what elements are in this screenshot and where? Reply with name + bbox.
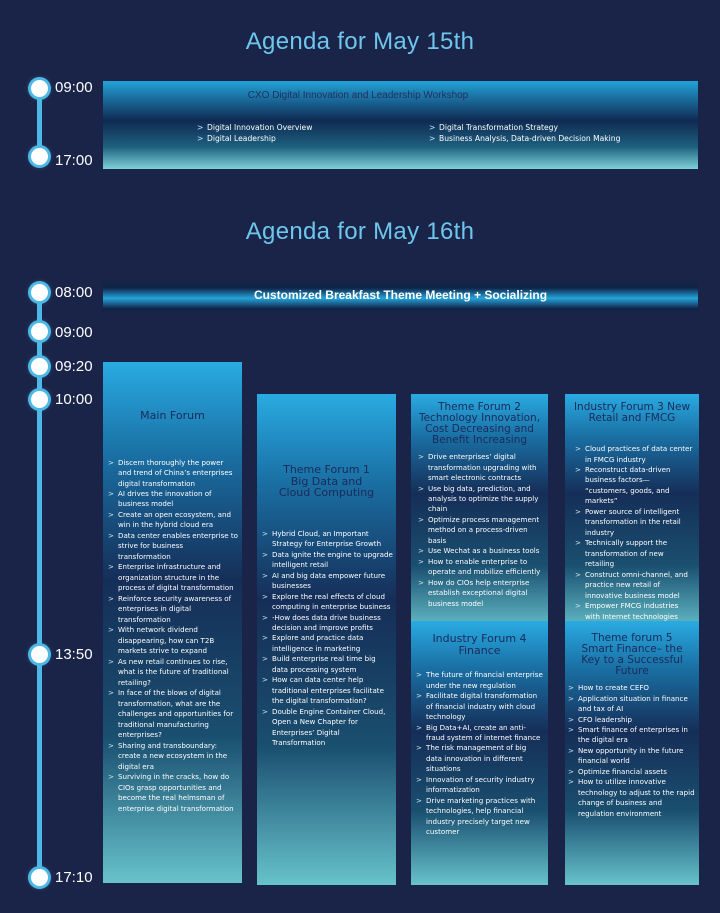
timeline-dot (31, 148, 48, 165)
list-item: > In face of the blows of digital transformation, what are the challenges and opportunities for traditional manufacturing enterprises? (108, 688, 238, 740)
card-title: Industry Forum 4 Finance (432, 632, 527, 657)
list-item: > Empower FMCG industries with Internet technologies (575, 601, 695, 622)
list-item: > How do CIOs help enterprise establish exceptional digital business model (418, 578, 544, 609)
card-title: Theme Forum 1 Big Data and Cloud Computing (278, 463, 375, 500)
card-title: Main Forum (140, 409, 205, 422)
list-item: > Explore the real effects of cloud computing in enterprise business (262, 592, 393, 613)
card-title: Industry Forum 3 New Retail and FMCG (573, 401, 691, 425)
list-item: > Drive marketing practices with technologies, help financial industry precisely target new customer (416, 796, 544, 838)
timeline-dot (31, 391, 48, 408)
theme-forum-5-card (565, 621, 699, 885)
list-item: > Explore and practice data intelligence in marketing (262, 633, 393, 654)
theme-forum-2-list (418, 452, 544, 609)
list-item: > Data ignite the engine to upgrade intelligent retail (262, 550, 393, 571)
breakfast-panel (103, 279, 698, 314)
list-item: > Build enterprise real time big data processing system (262, 654, 393, 675)
workshop-list-left (197, 122, 397, 144)
theme-forum-1-list (262, 529, 393, 749)
industry-forum-4-list (416, 670, 544, 838)
list-item: > Innovation of security industry informatization (416, 775, 544, 796)
list-item: > Create an open ecosystem, and win in the hybrid cloud era (108, 510, 238, 531)
list-item: > CFO leadership (568, 715, 695, 725)
workshop-title: CXO Digital Innovation and Leadership Workshop (247, 90, 469, 101)
workshop-list-right (429, 122, 689, 144)
breakfast-title: Customized Breakfast Theme Meeting + Socializing (253, 288, 548, 302)
day1-heading: Agenda for May 15th (245, 28, 475, 55)
list-item: > How to utilize innovative technology to adjust to the rapid change of business and regulation environment (568, 777, 695, 819)
card-title: Theme Forum 2 Technology Innovation, Cost Decreasing and Benefit Increasing (418, 401, 541, 447)
list-item: > Application situation in finance and tax of AI (568, 694, 695, 715)
timeline-dot (31, 646, 48, 663)
list-item: > With network dividend disappearing, how can T2B markets strive to expand (108, 625, 238, 656)
theme-forum-1-card (257, 394, 396, 885)
industry-forum-4-card (411, 621, 548, 885)
list-item: > Data center enables enterprise to strive for business transformation (108, 531, 238, 562)
list-item: > Business Analysis, Data-driven Decision Making (429, 133, 689, 144)
time-label: 13:50 (55, 646, 93, 663)
list-item: > Digital Innovation Overview (197, 122, 397, 133)
industry-forum-3-list (575, 444, 695, 622)
list-item: > Double Engine Container Cloud, Open a New Chapter for Enterprises’ Digital Transformation (262, 707, 393, 749)
main-forum-list (108, 458, 238, 814)
list-item: > Hybrid Cloud, an Important Strategy for Enterprise Growth (262, 529, 393, 550)
list-item: > How to enable enterprise to operate and mobilize efficiently (418, 557, 544, 578)
list-item: > Enterprise infrastructure and organization structure in the process of digital transformation (108, 562, 238, 593)
time-label: 09:00 (55, 324, 93, 341)
timeline-dot (31, 80, 48, 97)
list-item: > New opportunity in the future financial world (568, 746, 695, 767)
list-item: > Construct omni-channel, and practice new retail of innovative business model (575, 570, 695, 601)
timeline-dot (31, 323, 48, 340)
industry-forum-3-card (565, 394, 699, 632)
time-label: 08:00 (55, 284, 93, 301)
list-item: > The risk management of big data innovation in different situations (416, 743, 544, 774)
list-item: > Optimize financial assets (568, 767, 695, 777)
time-label: 17:10 (55, 869, 93, 886)
list-item: > Drive enterprises’ digital transformation upgrading with smart electronic contracts (418, 452, 544, 483)
card-title: Theme forum 5 Smart Finance– the Key to a Successful Future (581, 632, 683, 678)
list-item: > AI drives the innovation of business model (108, 489, 238, 510)
theme-forum-2-card (411, 394, 548, 632)
list-item: > Power source of intelligent transformation in the retail industry (575, 507, 695, 538)
timeline-dot (31, 869, 48, 886)
list-item: > Sharing and transboundary: create a new ecosystem in the digital era (108, 741, 238, 772)
list-item: > The future of financial enterprise under the new regulation (416, 670, 544, 691)
list-item: > Reconstruct data-driven business factors— “customers, goods, and markets” (575, 465, 695, 507)
list-item: > Discern thoroughly the power and trend of China’s enterprises digital transformation (108, 458, 238, 489)
list-item: > Reinforce security awareness of enterprises in digital transformation (108, 594, 238, 625)
list-item: > How can data center help traditional enterprises facilitate the digital transformation? (262, 675, 393, 706)
theme-forum-5-list (568, 683, 695, 819)
list-item: > Big Data+AI, create an anti-fraud system of internet finance (416, 723, 544, 744)
day2-heading: Agenda for May 16th (245, 218, 475, 245)
workshop-panel (103, 81, 698, 169)
list-item: > How to create CEFO (568, 683, 695, 693)
time-label: 17:00 (55, 152, 93, 169)
list-item: > As new retail continues to rise, what is the future of traditional retailing? (108, 657, 238, 688)
time-label: 09:00 (55, 79, 93, 96)
timeline-dot (31, 358, 48, 375)
list-item: > Facilitate digital transformation of financial industry with cloud technology (416, 691, 544, 722)
list-item: > Smart finance of enterprises in the digital era (568, 725, 695, 746)
timeline-rail-day2 (37, 292, 42, 878)
list-item: > Digital Transformation Strategy (429, 122, 689, 133)
list-item: > Use big data, prediction, and analysis to optimize the supply chain (418, 484, 544, 515)
main-forum-card (103, 362, 242, 883)
list-item: > Technically support the transformation of new retailing (575, 538, 695, 569)
list-item: > AI and big data empower future businesses (262, 571, 393, 592)
list-item: > Digital Leadership (197, 133, 397, 144)
time-label: 09:20 (55, 358, 93, 375)
list-item: > Surviving in the cracks, how do CIOs grasp opportunities and become the real helmsman of enterprise digital transformation (108, 772, 238, 814)
list-item: > Cloud practices of data center in FMCG industry (575, 444, 695, 465)
time-label: 10:00 (55, 391, 93, 408)
timeline-dot (31, 284, 48, 301)
list-item: > Optimize process management method on a process-driven basis (418, 515, 544, 546)
list-item: > -How does data drive business decision and improve profits (262, 613, 393, 634)
list-item: > Use Wechat as a business tools (418, 546, 544, 556)
